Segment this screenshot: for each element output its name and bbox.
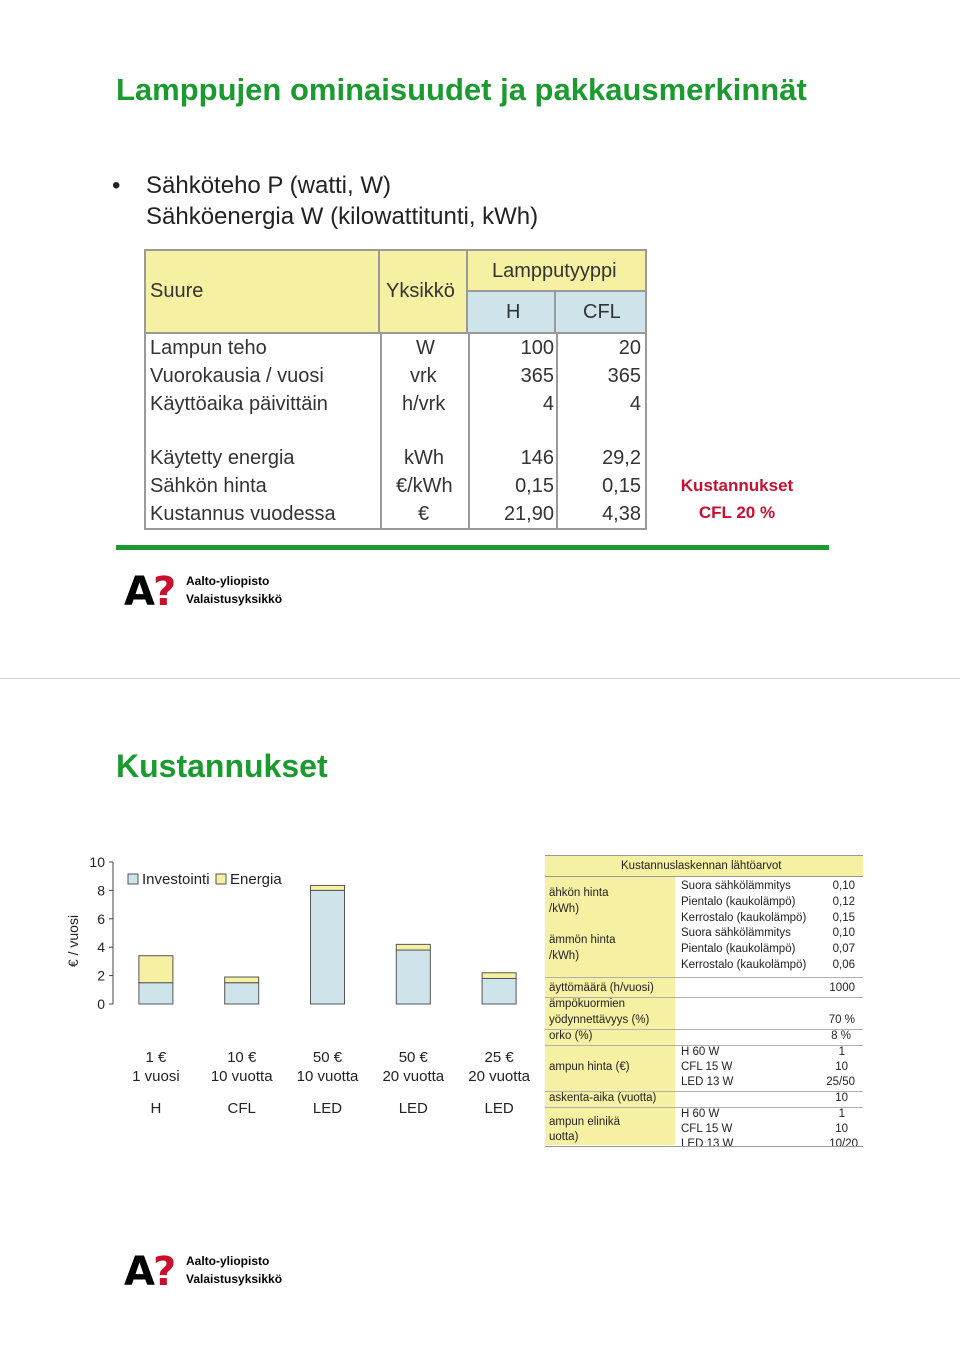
- bar-segment: [482, 973, 516, 979]
- calc-parameters-table: [545, 855, 863, 1147]
- row-unit: vrk: [410, 365, 437, 387]
- y-tick-label: 8: [97, 882, 105, 899]
- row-h-value: 0,15: [515, 475, 554, 497]
- row-label: Vuorokausia / vuosi: [150, 365, 324, 387]
- row-cfl-value: 365: [607, 365, 641, 387]
- green-divider: [116, 545, 829, 550]
- row-label: Käyttöaika päivittäin: [150, 393, 328, 415]
- header-type-cell: [468, 251, 645, 292]
- col-divider-3: [556, 334, 558, 528]
- params-bottom-line: [545, 1146, 863, 1147]
- param-sub: Pientalo (kaukolämpö): [681, 896, 796, 908]
- category-type-label: H: [150, 1100, 162, 1117]
- category-years-label: 1 vuosi: [132, 1068, 180, 1085]
- row-cfl-value: 4,38: [602, 503, 641, 525]
- legend-swatch: [216, 874, 226, 884]
- param-value: 10: [835, 1123, 848, 1135]
- param-sub: Pientalo (kaukolämpö): [681, 943, 796, 955]
- category-price-label: 1 €: [145, 1049, 167, 1066]
- params-header: [545, 855, 863, 877]
- logo-unit: Valaistusyksikkö: [186, 1272, 283, 1286]
- header-quantity-cell: [146, 251, 380, 332]
- param-value: 8 %: [831, 1030, 851, 1042]
- lamp-properties-table: [144, 249, 647, 530]
- legend-swatch: [128, 874, 138, 884]
- col-cfl-cell: [556, 292, 645, 332]
- category-years-label: 20 vuotta: [468, 1068, 530, 1085]
- legend-label: Energia: [230, 871, 282, 888]
- bar-segment: [311, 890, 345, 1004]
- category-price-label: 50 €: [398, 1049, 428, 1066]
- param-value: 10: [835, 1092, 848, 1104]
- param-value: 0,06: [832, 959, 855, 971]
- param-sub: CFL 15 W: [681, 1123, 733, 1135]
- row-h-value: 146: [520, 447, 554, 469]
- header-type: Lampputyyppi: [492, 260, 617, 282]
- logo-mark-a: A: [124, 569, 153, 615]
- bullet-dot: •: [112, 172, 121, 199]
- param-value: 10/20: [829, 1138, 858, 1147]
- header-divider: [146, 332, 645, 334]
- param-sub: Suora sähkölämmitys: [681, 927, 791, 939]
- row-h-value: 100: [520, 337, 554, 359]
- bar-segment: [225, 983, 259, 1004]
- logo-university: Aalto-yliopisto: [186, 574, 270, 588]
- param-value: 70 %: [828, 1014, 855, 1026]
- param-sub: LED 13 W: [681, 1076, 734, 1088]
- category-price-label: 50 €: [312, 1049, 343, 1066]
- y-tick-label: 10: [89, 854, 105, 870]
- cost-note-line1: Kustannukset: [680, 476, 794, 495]
- col-h-cell: [468, 292, 556, 332]
- row-unit: h/vrk: [402, 393, 446, 415]
- category-years-label: 10 vuotta: [210, 1068, 273, 1085]
- row-unit: €: [418, 503, 430, 525]
- row-h-value: 21,90: [503, 503, 554, 525]
- param-value: 10: [835, 1061, 848, 1073]
- category-type-label: CFL: [227, 1100, 256, 1117]
- col-divider-1: [380, 334, 382, 528]
- param-sub: Suora sähkölämmitys: [681, 880, 791, 892]
- param-label: ähkön hinta: [549, 887, 609, 899]
- row-line: [545, 1029, 863, 1030]
- row-line: [545, 977, 863, 978]
- bar-segment: [396, 950, 430, 1004]
- cost-chart: [50, 850, 545, 1125]
- header-unit: Yksikkö: [386, 280, 455, 302]
- row-cfl-value: 29,2: [602, 447, 641, 469]
- slide-title: Lamppujen ominaisuudet ja pakkausmerkinnät: [116, 72, 807, 107]
- logo-mark: [124, 1249, 175, 1295]
- param-value: 1: [838, 1046, 845, 1058]
- logo-university: Aalto-yliopisto: [186, 1254, 270, 1268]
- bullet-line-energy: Sähköenergia W (kilowattitunti, kWh): [146, 203, 539, 230]
- param-label: äyttömäärä (h/vuosi): [549, 982, 654, 994]
- row-label: Kustannus vuodessa: [150, 503, 336, 525]
- row-label: Sähkön hinta: [150, 475, 267, 497]
- logo-mark: [124, 569, 175, 615]
- param-value: 0,15: [832, 912, 855, 924]
- param-label: ämmön hinta: [549, 934, 616, 946]
- category-price-label: 10 €: [227, 1049, 257, 1066]
- category-price-label: 25 €: [484, 1049, 514, 1066]
- params-title: Kustannuslaskennan lähtöarvot: [621, 860, 782, 872]
- param-label: ampun hinta (€): [549, 1061, 630, 1073]
- bar-segment: [139, 983, 173, 1004]
- param-value: 1000: [829, 982, 855, 994]
- category-type-label: LED: [484, 1100, 514, 1117]
- bullet-line-power: Sähköteho P (watti, W): [146, 172, 391, 199]
- category-years-label: 20 vuotta: [382, 1068, 445, 1085]
- param-value: 0,07: [832, 943, 855, 955]
- row-unit: €/kWh: [396, 475, 453, 497]
- param-label: uotta): [549, 1131, 579, 1143]
- col-h: H: [506, 301, 521, 323]
- bar-segment: [139, 956, 173, 983]
- bar-segment: [225, 977, 259, 983]
- param-value: 1: [838, 1108, 845, 1120]
- param-label: /kWh): [549, 950, 580, 962]
- param-label: yödynnettävyys (%): [549, 1014, 650, 1026]
- header-unit-cell: [380, 251, 468, 332]
- param-sub: Kerrostalo (kaukolämpö): [681, 912, 807, 924]
- params-body-bg: [545, 877, 675, 1145]
- y-tick-label: 6: [97, 910, 105, 927]
- y-tick-label: 4: [97, 939, 105, 956]
- y-axis-label: € / vuosi: [65, 914, 81, 968]
- row-cfl-value: 4: [629, 393, 641, 415]
- param-value: 0,12: [832, 896, 855, 908]
- param-label: askenta-aika (vuotta): [549, 1092, 657, 1104]
- bar-segment: [482, 978, 516, 1004]
- row-h-value: 365: [520, 365, 554, 387]
- param-label: orko (%): [549, 1030, 593, 1042]
- col-cfl: CFL: [583, 301, 621, 323]
- param-sub: Kerrostalo (kaukolämpö): [681, 959, 807, 971]
- header-quantity: Suure: [150, 280, 204, 302]
- slide-1: [0, 0, 960, 678]
- param-sub: CFL 15 W: [681, 1061, 733, 1073]
- row-h-value: 4: [542, 393, 554, 415]
- param-value: 0,10: [832, 880, 855, 892]
- category-years-label: 10 vuotta: [296, 1068, 359, 1085]
- param-value: 25/50: [826, 1076, 855, 1088]
- logo-mark-q: ?: [152, 1249, 175, 1295]
- logo-mark-q: ?: [152, 569, 175, 615]
- slide-title-costs: Kustannukset: [116, 748, 328, 784]
- row-label: Käytetty energia: [150, 447, 295, 469]
- row-unit: kWh: [404, 447, 444, 469]
- param-label: /kWh): [549, 903, 580, 915]
- cost-note: [654, 472, 820, 526]
- row-label: Lampun teho: [150, 337, 267, 359]
- col-divider-2: [468, 334, 470, 528]
- cost-note-line2: CFL 20 %: [698, 503, 776, 522]
- param-sub: H 60 W: [681, 1046, 720, 1058]
- row-cfl-value: 0,15: [602, 475, 641, 497]
- row-cfl-value: 20: [618, 337, 641, 359]
- param-label: ampun elinikä: [549, 1116, 620, 1128]
- param-sub: LED 13 W: [681, 1138, 734, 1147]
- param-value: 0,10: [832, 927, 855, 939]
- logo-mark-a: A: [124, 1249, 153, 1295]
- row-unit: W: [416, 337, 435, 359]
- y-tick-label: 2: [97, 967, 105, 984]
- y-tick-label: 0: [97, 996, 105, 1012]
- category-type-label: LED: [398, 1100, 428, 1117]
- legend-label: Investointi: [142, 871, 210, 888]
- category-type-label: LED: [312, 1100, 343, 1117]
- param-sub: H 60 W: [681, 1108, 720, 1120]
- bar-segment: [311, 885, 345, 890]
- param-label: ämpökuormien: [549, 998, 626, 1010]
- logo-unit: Valaistusyksikkö: [186, 592, 283, 606]
- bar-segment: [396, 944, 430, 950]
